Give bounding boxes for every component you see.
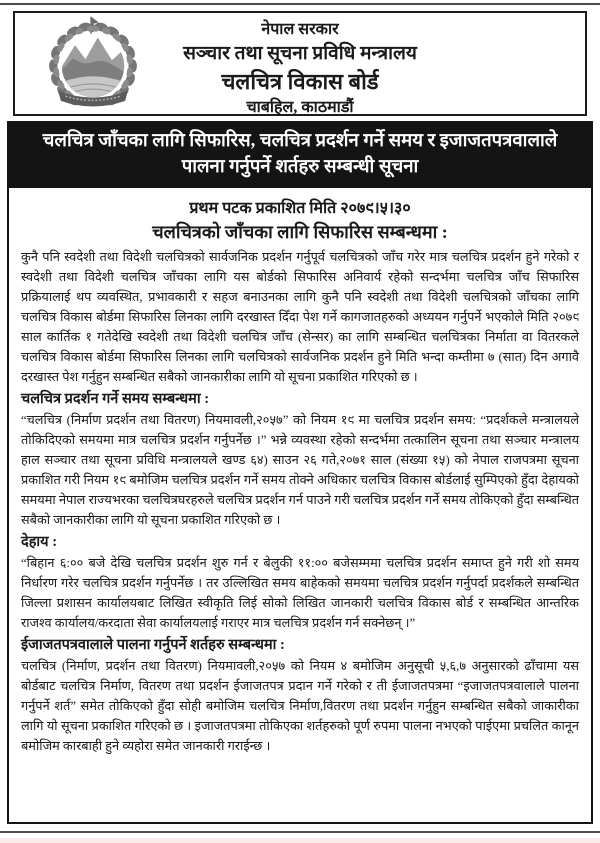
notice-title-banner [9,123,591,188]
notice-body-box [7,121,593,824]
notice-content [9,188,591,764]
adjacent-clipping-strip [0,838,600,843]
ministry-title: सञ्चार तथा सूचना प्रविधि मन्त्रालय [183,43,417,64]
address-line: चाबहिल, काठमाडौं [246,99,354,116]
nepal-coat-of-arms-icon [41,16,145,117]
top-divider [0,3,600,5]
published-date-line: प्रथम पटक प्रकाशित मिति २०७९।५।३० [189,200,411,217]
banner-line-2: पालना गर्नुपर्ने शर्तहरु सम्बन्धी सूचना [181,157,419,177]
board-title: चलचित्र विकास बोर्ड [221,69,379,94]
section-2-body: “चलचित्र (निर्माण प्रदर्शन तथा वितरण) नियमावली,२०५७” को नियम १९ मा चलचित्र प्रदर्शन समय: “प्रदर्शकले मन्त्रालयले तोकिदिएको समयमा मात्र चलचित्र प्रदर्शन गर्नुपर्नेछ ।” भन्ने व्यवस्था रहेको सन्दर्भमा तत्कालिन सूचना तथा सञ्चार मन्त्रालय हाल सञ्चार तथा सूचना प्रविधि मन्त्रालयले खण्ड ६४) साउन २६ गते,२०७१ साल (संख्या १५) को नेपाल राजपत्रमा सूचना प्रकाशित गरी नियम १९ बमोजिम चलचित्र प्रदर्शन गर्ने समय तोक्ने अधिकार चलचित्र विकास बोर्डलाई सुम्पिएको हुँदा देहायको समयमा नेपाल राज्यभरका चलचित्रघरहरुले चलचित्र प्रदर्शन गर्न पाउने गरी चलचित्र प्रदर्शन गर्ने समय तोकिएको हुँदा सम्बन्धित सबैको जानकारीका लागि यो सूचना प्रकाशित गरिएको छ । [21,413,579,527]
bottom-divider [0,831,600,833]
dehaya-heading: देहाय : [21,534,58,550]
section-1-body: कुनै पनि स्वदेशी तथा विदेशी चलचित्रको सार्वजनिक प्रदर्शन गर्नुपूर्व चलचित्रको जाँच गरेर मात्र चलचित्र प्रदर्शन हुने गरेको र स्वदेशी तथा विदेशी चलचित्र जाँचका लागि यस बोर्डको सिफारिस अनिवार्य रहेको सन्दर्भमा चलचित्र जाँच सिफारिस प्रक्रियालाई थप व्यवस्थित, प्रभावकारी र सहज बनाउनका लागि कुनै पनि स्वदेशी तथा विदेशी चलचित्रको जाँचका लागि चलचित्र विकास बोर्डमा सिफारिस लिनका लागि दरखास्त दिँदा पेश गर्ने कागजातहरुको अध्ययन गर्नुपर्ने भएकोले मिति २०७९ साल कार्तिक १ गतेदेखि स्वदेशी तथा विदेशी चलचित्र जाँच (सेन्सर) का लागि सम्बन्धित चलचित्रका निर्माता वा वितरकले चलचित्र विकास बोर्डमा सिफारिस लिनका लागि चलचित्रको सार्वजनिक प्रदर्शन हुने मिति भन्दा कम्तीमा ७ (सात) दिन अगावै दरखास्त पेश गर्नुहुन सम्बन्धित सबैको जानकारीका लागि यो सूचना प्रकाशित गरिएको छ । [21,250,579,384]
dehaya-body: “बिहान ६:०० बजे देखि चलचित्र प्रदर्शन शुरु गर्न र बेलुकी ११:०० बजेसम्ममा चलचित्र प्रदर्शन समाप्त हुने गरी शो समय निर्धारण गरेर चलचित्र प्रदर्शन गर्नुपर्नेछ । तर उल्लिखित समय बाहेकको समयमा चलचित्र प्रदर्शन गर्नुपर्दा प्रदर्शकले सम्बन्धित जिल्ला प्रशासन कार्यालयबाट लिखित स्वीकृति लिई सोको लिखित जानकारी चलचित्र विकास बोर्ड र सम्बन्धित आन्तरिक राजश्व कार्यालय/करदाता सेवा कार्यालयलाई गराएर मात्र चलचित्र प्रदर्शन गर्न सक्नेछन् ।” [21,556,579,630]
banner-line-1: चलचित्र जाँचका लागि सिफारिस, चलचित्र प्रदर्शन गर्ने समय र इजाजतपत्रवालाले [42,131,558,151]
government-title: नेपाल सरकार [261,21,339,38]
letterhead-box [13,11,587,116]
section-1-heading: चलचित्रको जाँचका लागि सिफारिस सम्बन्धमा : [152,222,448,242]
section-3-body: चलचित्र (निर्माण, प्रदर्शन तथा वितरण) नियमावली,२०५७ को नियम ४ बमोजिम अनुसूची ५,६,७ अनुसारको ढाँचामा यस बोर्डबाट चलचित्र निर्माण, वितरण तथा प्रदर्शन ईजाजतपत्र प्रदान गर्ने गरेको र ती ईजाजतपत्रमा “इजाजतपत्रवालाले पालना गर्नुपर्ने शर्त” समेत तोकिएको हुँदा सोही बमोजिम चलचित्र निर्माण,वितरण तथा प्रदर्शन गर्नुहुन सम्बन्धित सबैको जाकारीका लागि यो सूचना प्रकाशित गरिएको छ । इजाजतपत्रमा तोकिएका शर्तहरुको पूर्ण रुपमा पालना नभएको पाईएमा प्रचलित कानून बमोजिम कारबाही हुने व्यहोरा समेत जानकारी गराईन्छ । [21,659,579,753]
section-3-heading: ईजाजतपत्रवालाले पालना गर्नुपर्ने शर्तहरु सम्बन्धमा : [21,637,285,653]
section-2-heading: चलचित्र प्रदर्शन गर्ने समय सम्बन्धमा : [21,391,210,407]
